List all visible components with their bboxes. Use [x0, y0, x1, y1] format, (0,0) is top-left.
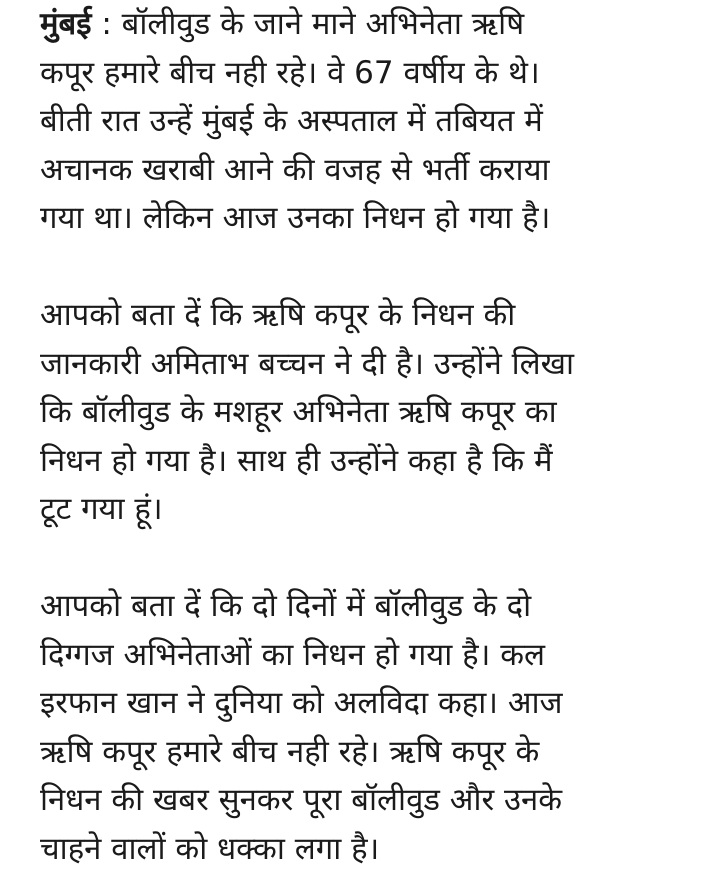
dateline: मुंबई [40, 6, 91, 42]
text-line: निधन हो गया है। साथ ही उन्होंने कहा है कि मैं [40, 437, 710, 486]
text-line: जानकारी अमिताभ बच्चन ने दी है। उन्होंने लिखा [40, 340, 710, 389]
dateline-separator: : [91, 6, 121, 42]
text-line: ऋषि कपूर हमारे बीच नही रहे। ऋषि कपूर के [40, 728, 710, 777]
text-line: आपको बता दें कि ऋषि कपूर के निधन की [40, 291, 710, 340]
text-line: दिग्गज अभिनेताओं का निधन हो गया है। कल [40, 631, 710, 680]
article-paragraph-3 [40, 582, 710, 873]
text-line [40, 0, 710, 49]
text-line: गया था। लेकिन आज उनका निधन हो गया है। [40, 194, 710, 243]
text-line: कि बॉलीवुड के मशहूर अभिनेता ऋषि कपूर का [40, 388, 710, 437]
text-line: टूट गया हूं। [40, 485, 710, 534]
text-line-content: बॉलीवुड के जाने माने अभिनेता ऋषि [122, 6, 524, 42]
text-line: चाहने वालों को धक्का लगा है। [40, 825, 710, 873]
text-line: इरफान खान ने दुनिया को अलविदा कहा। आज [40, 679, 710, 728]
paragraph-gap [40, 243, 710, 292]
text-line: अचानक खराबी आने की वजह से भर्ती कराया [40, 146, 710, 195]
text-line: आपको बता दें कि दो दिनों में बॉलीवुड के दो [40, 582, 710, 631]
article-paragraph-2 [40, 291, 710, 534]
news-article [40, 0, 710, 873]
text-line: बीती रात उन्हें मुंबई के अस्पताल में तबियत में [40, 97, 710, 146]
article-paragraph-1 [40, 0, 710, 243]
paragraph-gap [40, 534, 710, 583]
text-line: निधन की खबर सुनकर पूरा बॉलीवुड और उनके [40, 776, 710, 825]
text-line: कपूर हमारे बीच नही रहे। वे 67 वर्षीय के थे। [40, 49, 710, 98]
